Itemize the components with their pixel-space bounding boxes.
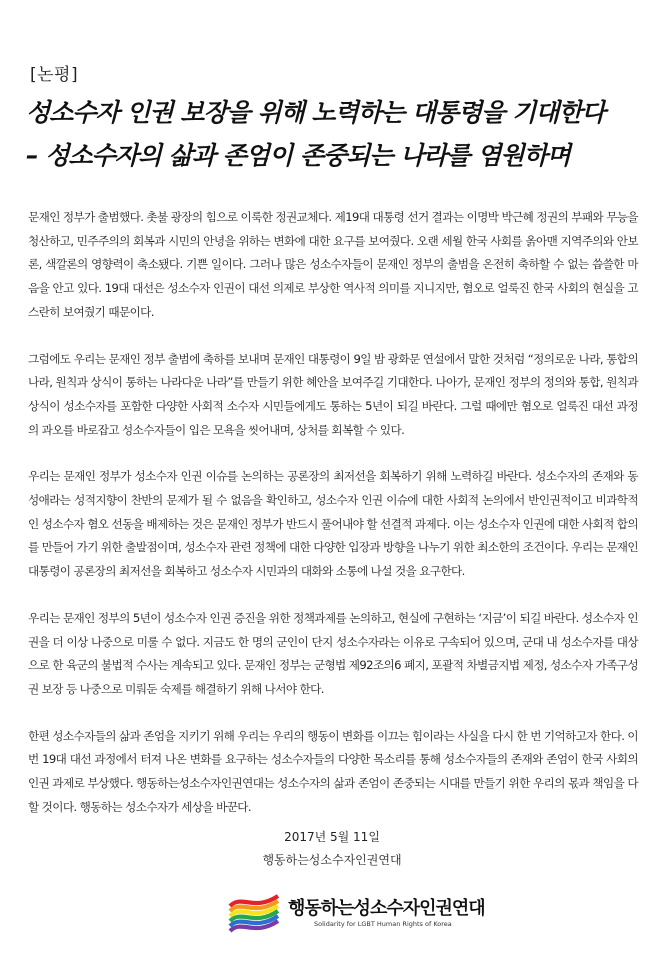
organization-logo [228, 890, 488, 940]
signatory: 행동하는성소수자인권연대 [262, 853, 402, 867]
logo-name: 행동하는성소수자인권연대 [288, 898, 485, 919]
headline: 성소수자 인권 보장을 위해 노력하는 대통령을 기대한다 [26, 98, 605, 127]
statement-body [28, 206, 638, 842]
paragraph: 한편 성소수자들의 삶과 존엄을 지키기 위해 우리는 우리의 행동이 변화를 이끄는 힘이라는 사실을 다시 한 번 기억하고자 한다. 이번 19대 대선 과정에서 터져 나온 변화를 요구하는 성소수자들의 다양한 목소리를 통해 성소수자들의 존재와 존엄이 한국 사회의 인권 과제로 부상했다. 행동하는성소수자인권연대는 성소수자의 삶과 존엄이 존중되는 시대를 만들기 위한 우리의 몫과 책임을 다할 것이다. 행동하는 성소수자가 세상을 바꾼다. [28, 728, 638, 814]
statement-date: 2017년 5월 11일 [284, 830, 380, 844]
paragraph: 우리는 문재인 정부가 성소수자 인권 이슈를 논의하는 공론장의 최저선을 회복하기 위해 노력하길 바란다. 성소수자의 존재와 동성애라는 성적지향이 찬반의 문제가 될 수 없음을 확인하고, 성소수자 인권 이슈에 대한 사회적 논의에서 반인권적이고 비과학적인 성소수자 혐오 선동을 배제하는 것은 문재인 정부가 반드시 풀어내야 할 선결적 과제다. 이는 성소수자 인권에 대한 사회적 합의를 만들어 가기 위한 출발점이며, 성소수자 관련 정책에 대한 다양한 입장과 방향을 나누기 위한 최소한의 조건이다. 우리는 문재인 대통령이 공론장의 최저선을 회복하고 성소수자 시민과의 대화와 소통에 나설 것을 요구한다. [28, 469, 638, 579]
logo-subtitle: Solidarity for LGBT Human Rights of Korea [314, 920, 452, 928]
rainbow-wave-icon [228, 890, 280, 938]
subheadline: – 성소수자의 삶과 존엄이 존중되는 나라를 염원하며 [26, 141, 570, 170]
paragraph: 문재인 정부가 출범했다. 촛불 광장의 힘으로 이룩한 정권교체다. 제19대 대통령 선거 결과는 이명박 박근혜 정권의 부패와 무능을 청산하고, 민주주의의 회복과 시민의 안녕을 위하는 변화에 대한 요구를 보여줬다. 오랜 세월 한국 사회를 옭아맨 지역주의와 안보론, 색깔론의 영향력이 축소됐다. 기쁜 일이다. 그러나 많은 성소수자들이 문재인 정부의 출범을 온전히 축하할 수 없는 씁쓸한 마음을 안고 있다. 19대 대선은 성소수자 인권이 대선 의제로 부상한 역사적 의미를 지니지만, 혐오로 얼룩진 한국 사회의 현실을 고스란히 보여줬기 때문이다. [28, 210, 638, 319]
paragraph: 우리는 문재인 정부의 5년이 성소수자 인권 증진을 위한 정책과제를 논의하고, 현실에 구현하는 ‘지금’이 되길 바란다. 성소수자 인권을 더 이상 나중으로 미룰 수 없다. 지금도 한 명의 군인이 단지 성소수자라는 이유로 구속되어 있으며, 군대 내 성소수자를 대상으로 한 육군의 불법적 수사는 계속되고 있다. 문재인 정부는 군형법 제92조의6 폐지, 포괄적 차별금지법 제정, 성소수자 가족구성권 보장 등 나중으로 미뤄둔 숙제를 해결하기 위해 나서야 한다. [28, 610, 638, 696]
commentary-label: [논평] [30, 65, 79, 85]
paragraph: 그럼에도 우리는 문재인 정부 출범에 축하를 보내며 문재인 대통령이 9일 밤 광화문 연설에서 말한 것처럼 “정의로운 나라, 통합의 나라, 원칙과 상식이 통하는 나라다운 나라”를 만들기 위한 혜안을 보여주길 기대한다. 나아가, 문재인 정부의 정의와 통합, 원칙과 상식이 성소수자를 포함한 다양한 사회적 소수자 시민들에게도 통하는 5년이 되길 바란다. 그럴 때에만 혐오로 얼룩진 대선 과정의 과오를 바로잡고 성소수자들이 입은 모욕을 씻어내며, 상처를 회복할 수 있다. [28, 351, 638, 437]
